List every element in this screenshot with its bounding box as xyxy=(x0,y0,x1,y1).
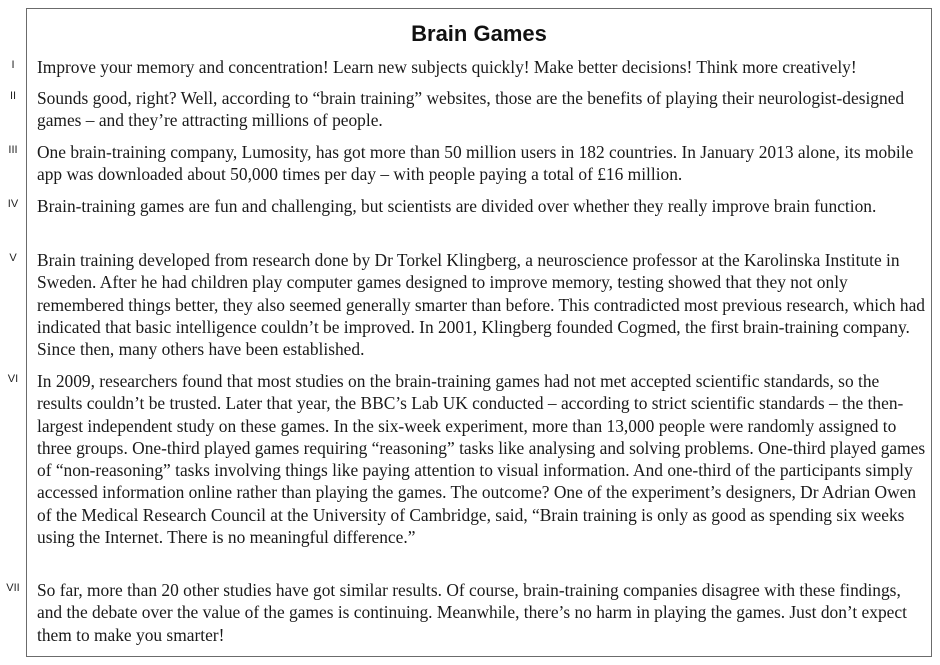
paragraph-text: In 2009, researchers found that most studies on the brain-training games had not met accepted scientific standards, so the results couldn’t be trusted. Later that year, the BBC’s Lab UK conducted – according to strict scientific standards – the then-largest independent study on these games. In the six-week experiment, more than 13,000 people were randomly assigned to three groups. One-third played games requiring “reasoning” tasks like analysing and solving problems. One-third played games of “non-reasoning” tasks involving things like paying attention to visual information. And one-third of the participants simply accessed information online rather than playing the games. The outcome? One of the experiment’s designers, Dr Adrian Owen of the Medical Research Council at the University of Cambridge, said, “Brain training is only as good as spending six weeks using the Internet. There is no meaningful difference.” xyxy=(37,371,926,548)
paragraph-text: Sounds good, right? Well, according to “brain training” websites, those are the benefits of playing their neurologist-designed games – and they’re attracting millions of people. xyxy=(37,88,905,131)
paragraph-text: One brain-training company, Lumosity, has got more than 50 million users in 182 countries. In January 2013 alone, its mobile app was downloaded about 50,000 times per day – with people paying a total of £16 million. xyxy=(37,142,914,185)
paragraph-text: Improve your memory and concentration! Learn new subjects quickly! Make better decisions! Think more creatively! xyxy=(37,57,857,77)
paragraph-number: III xyxy=(8,144,18,156)
paragraph-number: VII xyxy=(6,582,20,594)
paragraph-number: IV xyxy=(7,198,19,210)
article-title: Brain Games xyxy=(411,21,547,46)
paragraph-number: VI xyxy=(7,373,19,385)
paragraph-number: I xyxy=(11,59,15,71)
paragraph-text: So far, more than 20 other studies have got similar results. Of course, brain-training companies disagree with these findings, and the debate over the value of the games is continuing. Meanwhile, there’s no harm in playing the games. Just don’t expect them to make you smarter! xyxy=(37,580,907,645)
paragraph-number: II xyxy=(9,90,17,102)
paragraph-number: V xyxy=(9,252,17,264)
paragraph-text: Brain-training games are fun and challenging, but scientists are divided over whether they really improve brain function. xyxy=(37,196,877,216)
paragraph-text: Brain training developed from research done by Dr Torkel Klingberg, a neuroscience professor at the Karolinska Institute in Sweden. After he had children play computer games designed to improve memory, testing showed that they not only remembered things better, they also seemed generally smarter than before. This contradicted most previous research, which had indicated that basic intelligence couldn’t be improved. In 2001, Klingberg founded Cogmed, the first brain-training company. Since then, many others have been established. xyxy=(37,250,926,360)
